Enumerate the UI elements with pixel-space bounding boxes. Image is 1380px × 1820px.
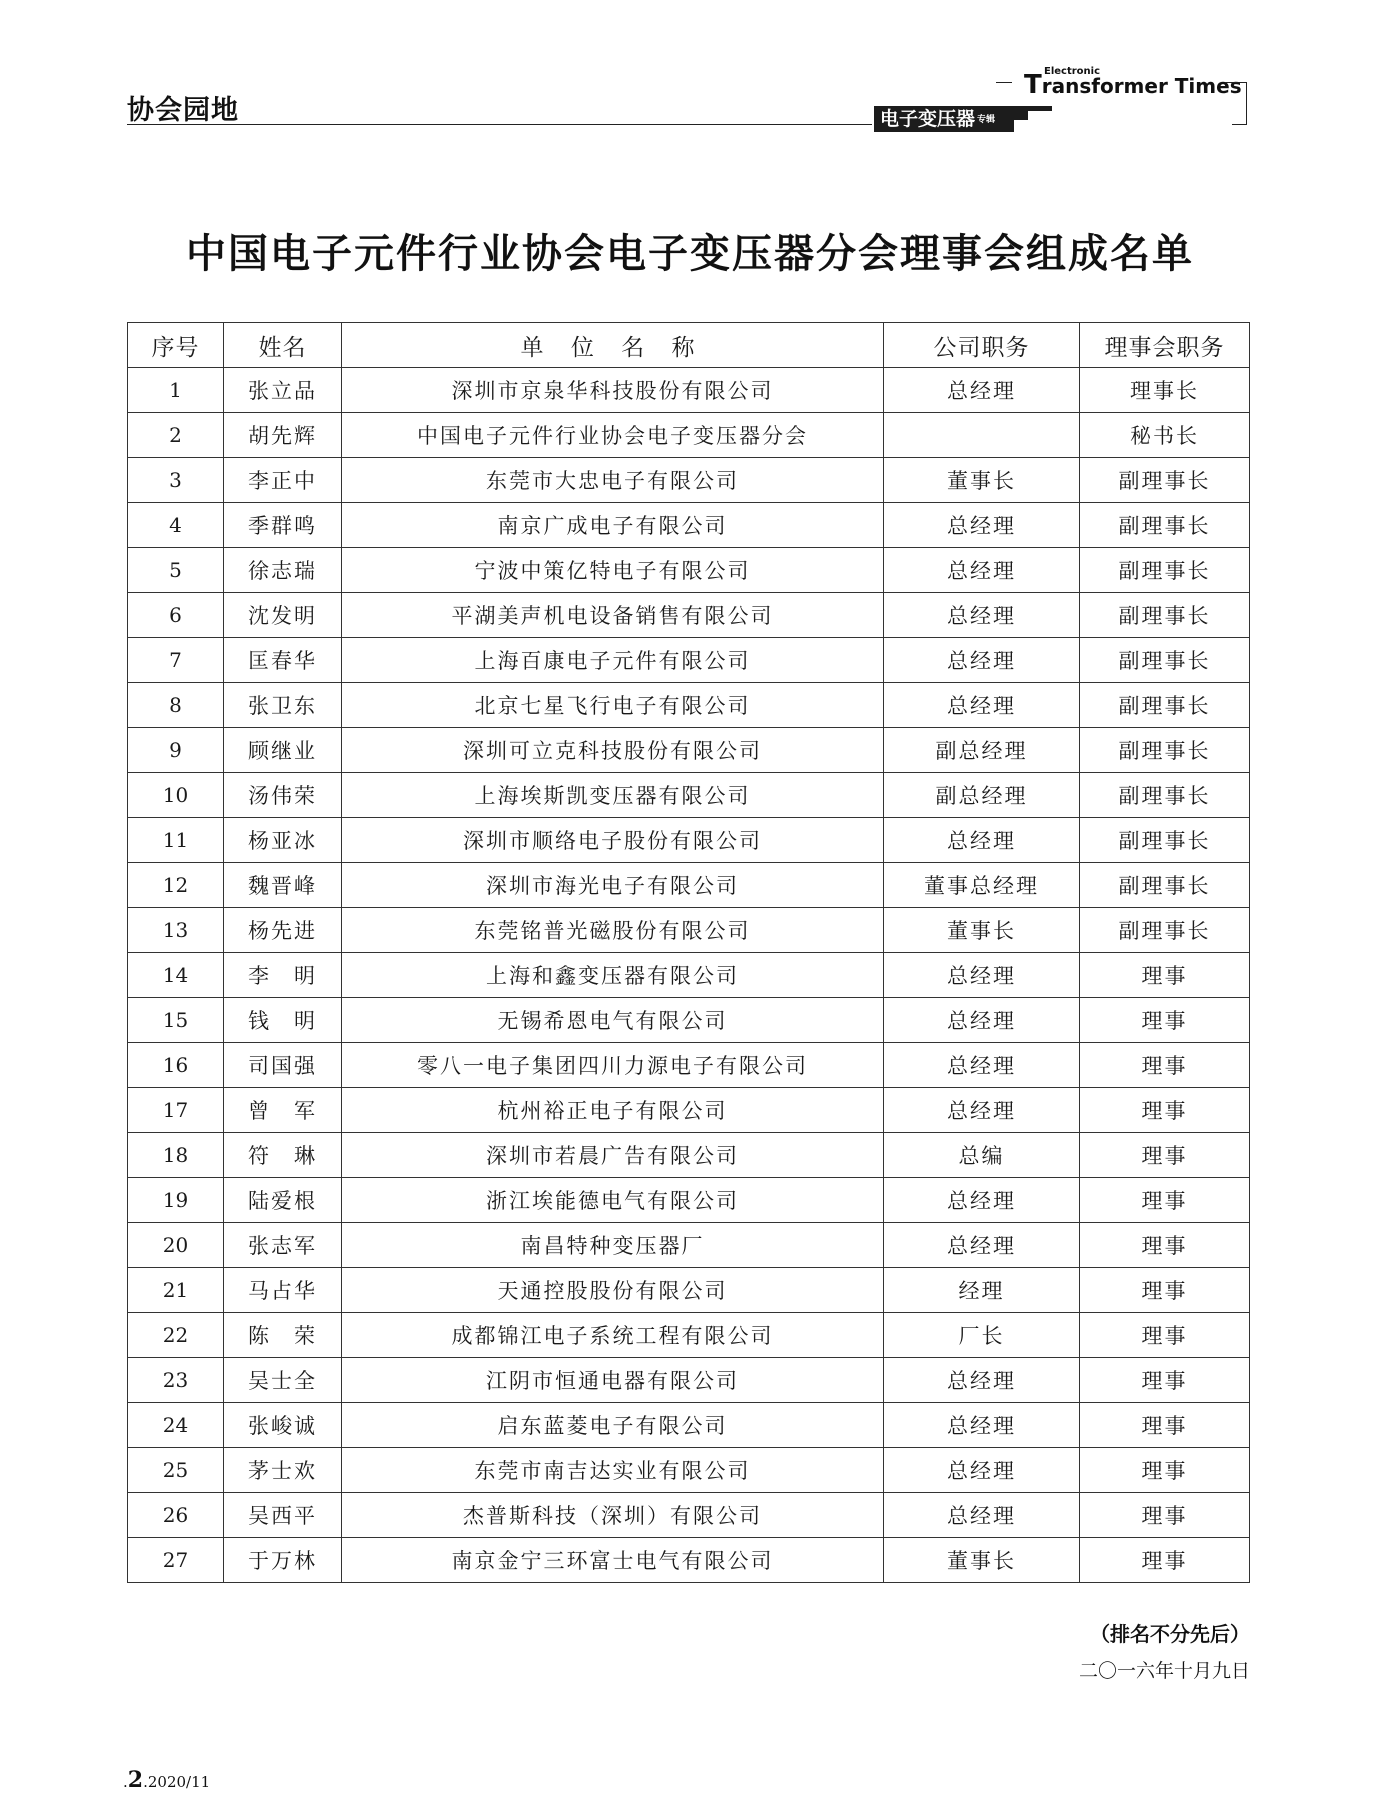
member-name: 张志军 xyxy=(224,1223,342,1268)
member-name: 陈 荣 xyxy=(224,1313,342,1358)
member-name: 徐志瑞 xyxy=(224,548,342,593)
brand-title xyxy=(1024,70,1242,100)
table-row xyxy=(128,863,1250,908)
member-name: 杨先进 xyxy=(224,908,342,953)
table-row xyxy=(128,548,1250,593)
council-position: 理事 xyxy=(1080,1043,1250,1088)
member-name: 符 琳 xyxy=(224,1133,342,1178)
organization-name: 中国电子元件行业协会电子变压器分会 xyxy=(342,413,884,458)
table-row xyxy=(128,908,1250,953)
row-index: 2 xyxy=(128,413,224,458)
page-number xyxy=(123,1767,210,1793)
company-position: 总编 xyxy=(884,1133,1080,1178)
organization-name: 南昌特种变压器厂 xyxy=(342,1223,884,1268)
member-name: 吴西平 xyxy=(224,1493,342,1538)
magazine-tag-text: 电子变压器 xyxy=(880,108,976,130)
company-position: 总经理 xyxy=(884,1403,1080,1448)
member-name: 茅士欢 xyxy=(224,1448,342,1493)
row-index: 13 xyxy=(128,908,224,953)
company-position: 董事长 xyxy=(884,458,1080,503)
row-index: 25 xyxy=(128,1448,224,1493)
brand-rule-right xyxy=(1225,82,1247,83)
row-index: 6 xyxy=(128,593,224,638)
company-position: 总经理 xyxy=(884,503,1080,548)
organization-name: 深圳市京泉华科技股份有限公司 xyxy=(342,368,884,413)
organization-name: 南京金宁三环富士电气有限公司 xyxy=(342,1538,884,1583)
council-position: 理事 xyxy=(1080,1313,1250,1358)
magazine-tag xyxy=(874,106,1014,132)
organization-name: 零八一电子集团四川力源电子有限公司 xyxy=(342,1043,884,1088)
company-position: 总经理 xyxy=(884,1448,1080,1493)
council-position: 副理事长 xyxy=(1080,908,1250,953)
organization-name: 宁波中策亿特电子有限公司 xyxy=(342,548,884,593)
member-name: 张卫东 xyxy=(224,683,342,728)
brand-title-initial: T xyxy=(1024,70,1042,100)
table-row xyxy=(128,368,1250,413)
council-position: 副理事长 xyxy=(1080,503,1250,548)
member-name: 陆爱根 xyxy=(224,1178,342,1223)
table-row xyxy=(128,638,1250,683)
brand-bracket xyxy=(1246,82,1247,125)
company-position: 经理 xyxy=(884,1268,1080,1313)
council-position: 理事 xyxy=(1080,1133,1250,1178)
table-row xyxy=(128,1448,1250,1493)
company-position: 总经理 xyxy=(884,593,1080,638)
row-index: 16 xyxy=(128,1043,224,1088)
organization-name: 平湖美声机电设备销售有限公司 xyxy=(342,593,884,638)
organization-name: 南京广成电子有限公司 xyxy=(342,503,884,548)
organization-name: 北京七星飞行电子有限公司 xyxy=(342,683,884,728)
header-council-position: 理事会职务 xyxy=(1080,323,1250,368)
council-roster-table xyxy=(127,322,1250,1583)
table-row xyxy=(128,1043,1250,1088)
organization-name: 成都锦江电子系统工程有限公司 xyxy=(342,1313,884,1358)
organization-name: 杭州裕正电子有限公司 xyxy=(342,1088,884,1133)
brand-rule-left xyxy=(996,82,1012,83)
organization-name: 东莞市大忠电子有限公司 xyxy=(342,458,884,503)
table-row xyxy=(128,728,1250,773)
magazine-tag-suffix: 专辑 xyxy=(977,114,996,125)
company-position: 总经理 xyxy=(884,683,1080,728)
member-name: 汤伟荣 xyxy=(224,773,342,818)
table-row xyxy=(128,1088,1250,1133)
table-row xyxy=(128,1178,1250,1223)
council-position: 理事 xyxy=(1080,1403,1250,1448)
row-index: 26 xyxy=(128,1493,224,1538)
council-position: 理事 xyxy=(1080,1178,1250,1223)
organization-name: 深圳可立克科技股份有限公司 xyxy=(342,728,884,773)
company-position: 董事长 xyxy=(884,1538,1080,1583)
council-position: 副理事长 xyxy=(1080,683,1250,728)
organization-name: 上海埃斯凯变压器有限公司 xyxy=(342,773,884,818)
table-row xyxy=(128,953,1250,998)
row-index: 1 xyxy=(128,368,224,413)
council-position: 理事 xyxy=(1080,1358,1250,1403)
brand-electronic: Electronic xyxy=(1044,66,1101,77)
member-name: 张峻诚 xyxy=(224,1403,342,1448)
member-name: 季群鸣 xyxy=(224,503,342,548)
council-position: 理事长 xyxy=(1080,368,1250,413)
list-date: 二〇一六年十月九日 xyxy=(1078,1660,1250,1682)
header-index: 序号 xyxy=(128,323,224,368)
brand-bracket-foot xyxy=(1232,124,1247,125)
council-position: 副理事长 xyxy=(1080,458,1250,503)
company-position: 副总经理 xyxy=(884,728,1080,773)
row-index: 21 xyxy=(128,1268,224,1313)
member-name: 张立品 xyxy=(224,368,342,413)
council-position: 理事 xyxy=(1080,1223,1250,1268)
row-index: 11 xyxy=(128,818,224,863)
member-name: 李正中 xyxy=(224,458,342,503)
row-index: 20 xyxy=(128,1223,224,1268)
member-name: 钱 明 xyxy=(224,998,342,1043)
row-index: 14 xyxy=(128,953,224,998)
council-position: 副理事长 xyxy=(1080,818,1250,863)
company-position: 总经理 xyxy=(884,1178,1080,1223)
page-number-value: 2 xyxy=(127,1767,144,1793)
company-position: 总经理 xyxy=(884,1043,1080,1088)
company-position: 厂长 xyxy=(884,1313,1080,1358)
table-row xyxy=(128,1403,1250,1448)
member-name: 胡先辉 xyxy=(224,413,342,458)
row-index: 18 xyxy=(128,1133,224,1178)
company-position: 总经理 xyxy=(884,1493,1080,1538)
council-position: 副理事长 xyxy=(1080,638,1250,683)
row-index: 10 xyxy=(128,773,224,818)
organization-name: 江阴市恒通电器有限公司 xyxy=(342,1358,884,1403)
company-position: 总经理 xyxy=(884,1358,1080,1403)
table-row xyxy=(128,773,1250,818)
council-position: 理事 xyxy=(1080,1493,1250,1538)
table-row xyxy=(128,998,1250,1043)
table-row xyxy=(128,413,1250,458)
member-name: 魏晋峰 xyxy=(224,863,342,908)
council-position: 副理事长 xyxy=(1080,863,1250,908)
row-index: 3 xyxy=(128,458,224,503)
company-position: 总经理 xyxy=(884,548,1080,593)
page-number-prefix: . xyxy=(123,1773,128,1791)
council-position: 副理事长 xyxy=(1080,593,1250,638)
organization-name: 启东蓝菱电子有限公司 xyxy=(342,1403,884,1448)
table-row xyxy=(128,1313,1250,1358)
member-name: 曾 军 xyxy=(224,1088,342,1133)
council-position: 副理事长 xyxy=(1080,728,1250,773)
row-index: 17 xyxy=(128,1088,224,1133)
row-index: 24 xyxy=(128,1403,224,1448)
member-name: 顾继业 xyxy=(224,728,342,773)
company-position xyxy=(884,413,1080,458)
council-position: 理事 xyxy=(1080,1448,1250,1493)
section-label: 协会园地 xyxy=(127,95,239,126)
row-index: 15 xyxy=(128,998,224,1043)
company-position: 总经理 xyxy=(884,638,1080,683)
row-index: 23 xyxy=(128,1358,224,1403)
table-row xyxy=(128,1133,1250,1178)
member-name: 于万林 xyxy=(224,1538,342,1583)
table-row xyxy=(128,593,1250,638)
company-position: 董事总经理 xyxy=(884,863,1080,908)
table-row xyxy=(128,1538,1250,1583)
table-row xyxy=(128,1268,1250,1313)
council-position: 理事 xyxy=(1080,1538,1250,1583)
company-position: 总经理 xyxy=(884,368,1080,413)
header-organization: 单 位 名 称 xyxy=(342,323,884,368)
organization-name: 天通控股股份有限公司 xyxy=(342,1268,884,1313)
member-name: 杨亚冰 xyxy=(224,818,342,863)
company-position: 总经理 xyxy=(884,1088,1080,1133)
council-position: 理事 xyxy=(1080,953,1250,998)
organization-name: 深圳市海光电子有限公司 xyxy=(342,863,884,908)
table-row xyxy=(128,503,1250,548)
row-index: 7 xyxy=(128,638,224,683)
table-row xyxy=(128,683,1250,728)
organization-name: 上海和鑫变压器有限公司 xyxy=(342,953,884,998)
table-row xyxy=(128,1493,1250,1538)
company-position: 总经理 xyxy=(884,818,1080,863)
header-name: 姓名 xyxy=(224,323,342,368)
issue-label: .2020/11 xyxy=(143,1773,211,1791)
member-name: 吴士全 xyxy=(224,1358,342,1403)
company-position: 总经理 xyxy=(884,1223,1080,1268)
table-row xyxy=(128,458,1250,503)
member-name: 司国强 xyxy=(224,1043,342,1088)
council-position: 理事 xyxy=(1080,998,1250,1043)
ranking-note: （排名不分先后） xyxy=(1090,1622,1250,1646)
row-index: 12 xyxy=(128,863,224,908)
organization-name: 深圳市顺络电子股份有限公司 xyxy=(342,818,884,863)
organization-name: 东莞市南吉达实业有限公司 xyxy=(342,1448,884,1493)
organization-name: 无锡希恩电气有限公司 xyxy=(342,998,884,1043)
council-position: 秘书长 xyxy=(1080,413,1250,458)
company-position: 副总经理 xyxy=(884,773,1080,818)
row-index: 8 xyxy=(128,683,224,728)
row-index: 9 xyxy=(128,728,224,773)
header-rule xyxy=(127,124,872,125)
tag-step-decoration xyxy=(1012,106,1052,111)
row-index: 22 xyxy=(128,1313,224,1358)
organization-name: 杰普斯科技（深圳）有限公司 xyxy=(342,1493,884,1538)
company-position: 董事长 xyxy=(884,908,1080,953)
council-position: 理事 xyxy=(1080,1268,1250,1313)
table-row xyxy=(128,818,1250,863)
table-header-row xyxy=(128,323,1250,368)
member-name: 李 明 xyxy=(224,953,342,998)
row-index: 4 xyxy=(128,503,224,548)
council-position: 副理事长 xyxy=(1080,773,1250,818)
page-title: 中国电子元件行业协会电子变压器分会理事会组成名单 xyxy=(186,231,1194,277)
organization-name: 东莞铭普光磁股份有限公司 xyxy=(342,908,884,953)
council-position: 理事 xyxy=(1080,1088,1250,1133)
brand-title-rest: ransformer Times xyxy=(1041,74,1242,98)
row-index: 19 xyxy=(128,1178,224,1223)
company-position: 总经理 xyxy=(884,953,1080,998)
member-name: 马占华 xyxy=(224,1268,342,1313)
member-name: 沈发明 xyxy=(224,593,342,638)
organization-name: 深圳市若晨广告有限公司 xyxy=(342,1133,884,1178)
header-company-position: 公司职务 xyxy=(884,323,1080,368)
row-index: 5 xyxy=(128,548,224,593)
council-position: 副理事长 xyxy=(1080,548,1250,593)
table-row xyxy=(128,1358,1250,1403)
row-index: 27 xyxy=(128,1538,224,1583)
member-name: 匡春华 xyxy=(224,638,342,683)
table-body xyxy=(128,368,1250,1583)
company-position: 总经理 xyxy=(884,998,1080,1043)
table-row xyxy=(128,1223,1250,1268)
organization-name: 上海百康电子元件有限公司 xyxy=(342,638,884,683)
organization-name: 浙江埃能德电气有限公司 xyxy=(342,1178,884,1223)
